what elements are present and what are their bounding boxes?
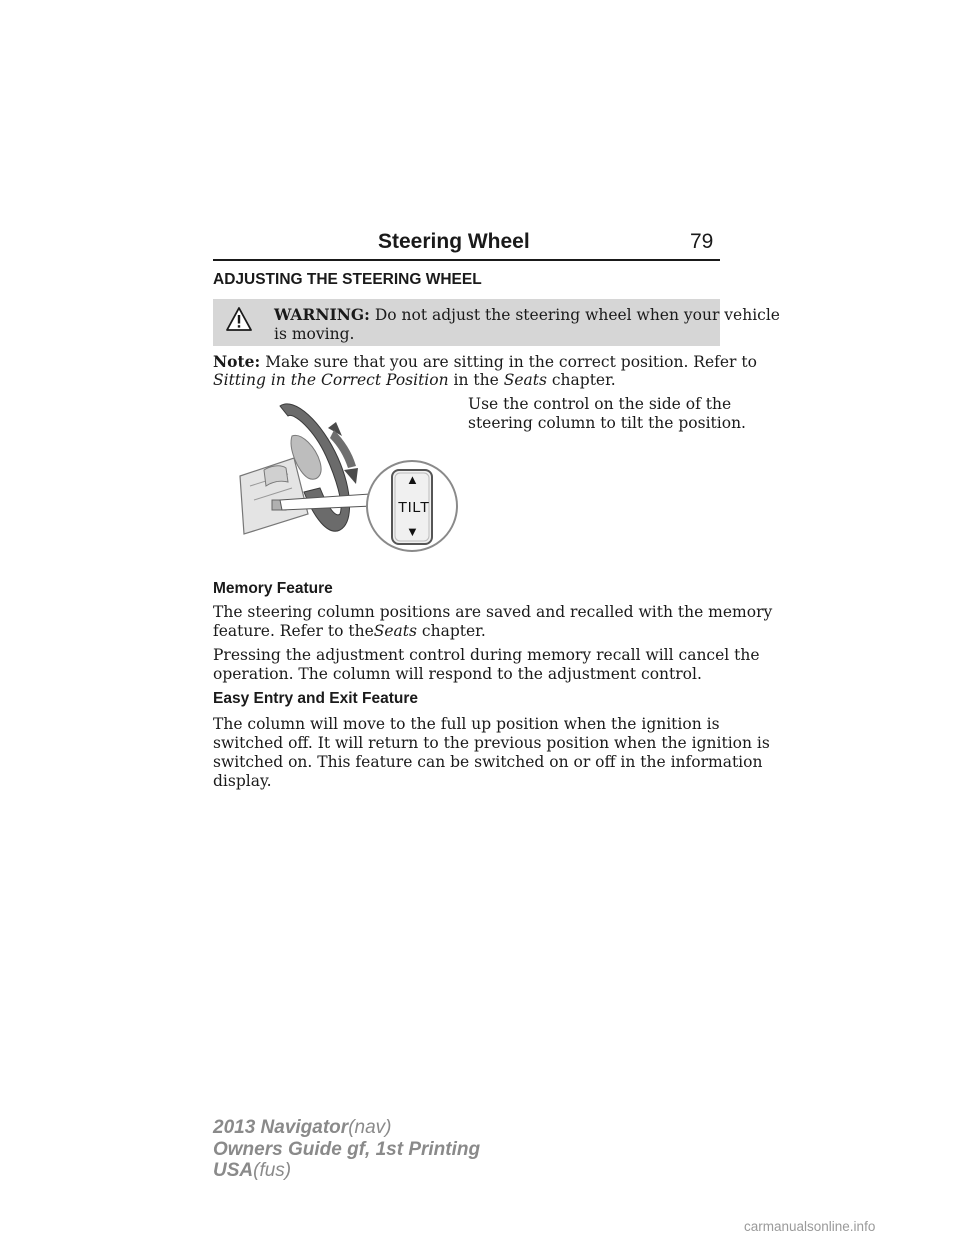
warning-label: WARNING: <box>274 305 370 324</box>
section-heading: ADJUSTING THE STEERING WHEEL <box>213 271 482 288</box>
footer-market-code: (fus) <box>253 1160 292 1181</box>
memory-p2-line1: Pressing the adjustment control during memory recall will cancel the <box>213 646 760 664</box>
memory-p1-line2-end: chapter. <box>421 622 486 640</box>
tilt-instruction-line1: Use the control on the side of the <box>468 395 732 413</box>
warning-text-line2: is moving. <box>274 325 355 343</box>
easy-entry-heading: Easy Entry and Exit Feature <box>213 690 419 707</box>
footer-line3 <box>213 1160 291 1182</box>
memory-p1-line2 <box>213 622 486 640</box>
note-reference: Sitting in the Correct Position <box>213 371 449 389</box>
note-line1 <box>213 352 757 371</box>
tilt-up-arrow-icon: ▲ <box>406 472 419 487</box>
footer-line1 <box>213 1117 391 1139</box>
memory-p1-line2-start: feature. Refer to the <box>213 622 374 640</box>
easy-entry-line3: switched on. This feature can be switched on or off in the information <box>213 753 763 771</box>
easy-entry-line1: The column will move to the full up position when the ignition is <box>213 715 720 733</box>
note-middle: in the <box>453 371 499 389</box>
header-divider <box>213 259 720 261</box>
tilt-down-arrow-icon: ▼ <box>406 524 419 539</box>
footer-model: 2013 Navigator <box>213 1117 349 1138</box>
warning-text-line1 <box>274 305 780 324</box>
note-label: Note: <box>213 352 261 371</box>
warning-triangle-icon <box>226 307 252 331</box>
footer-market: USA <box>213 1160 254 1181</box>
footer-model-code: (nav) <box>348 1117 392 1138</box>
page-number: 79 <box>690 230 714 253</box>
tilt-instruction-line2: steering column to tilt the position. <box>468 414 746 432</box>
memory-p1-line1: The steering column positions are saved and recalled with the memory <box>213 603 773 621</box>
footer-line2: Owners Guide gf, 1st Printing <box>213 1139 481 1160</box>
note-chapter: Seats <box>503 371 547 389</box>
easy-entry-line4: display. <box>213 772 272 790</box>
memory-feature-heading: Memory Feature <box>213 580 333 597</box>
memory-p1-chapter: Seats <box>373 622 417 640</box>
note-line2 <box>213 371 616 389</box>
memory-p2-line2: operation. The column will respond to the adjustment control. <box>213 665 702 683</box>
watermark-link[interactable]: carmanualsonline.info <box>744 1219 876 1234</box>
warning-text: Do not adjust the steering wheel when your vehicle <box>374 306 780 324</box>
page-header-title: Steering Wheel <box>378 230 530 253</box>
note-text: Make sure that you are sitting in the correct position. Refer to <box>265 353 757 371</box>
note-end: chapter. <box>551 371 616 389</box>
steering-tilt-illustration <box>236 396 462 556</box>
easy-entry-line2: switched off. It will return to the previous position when the ignition is <box>213 734 770 752</box>
tilt-button-label: TILT <box>398 499 430 516</box>
